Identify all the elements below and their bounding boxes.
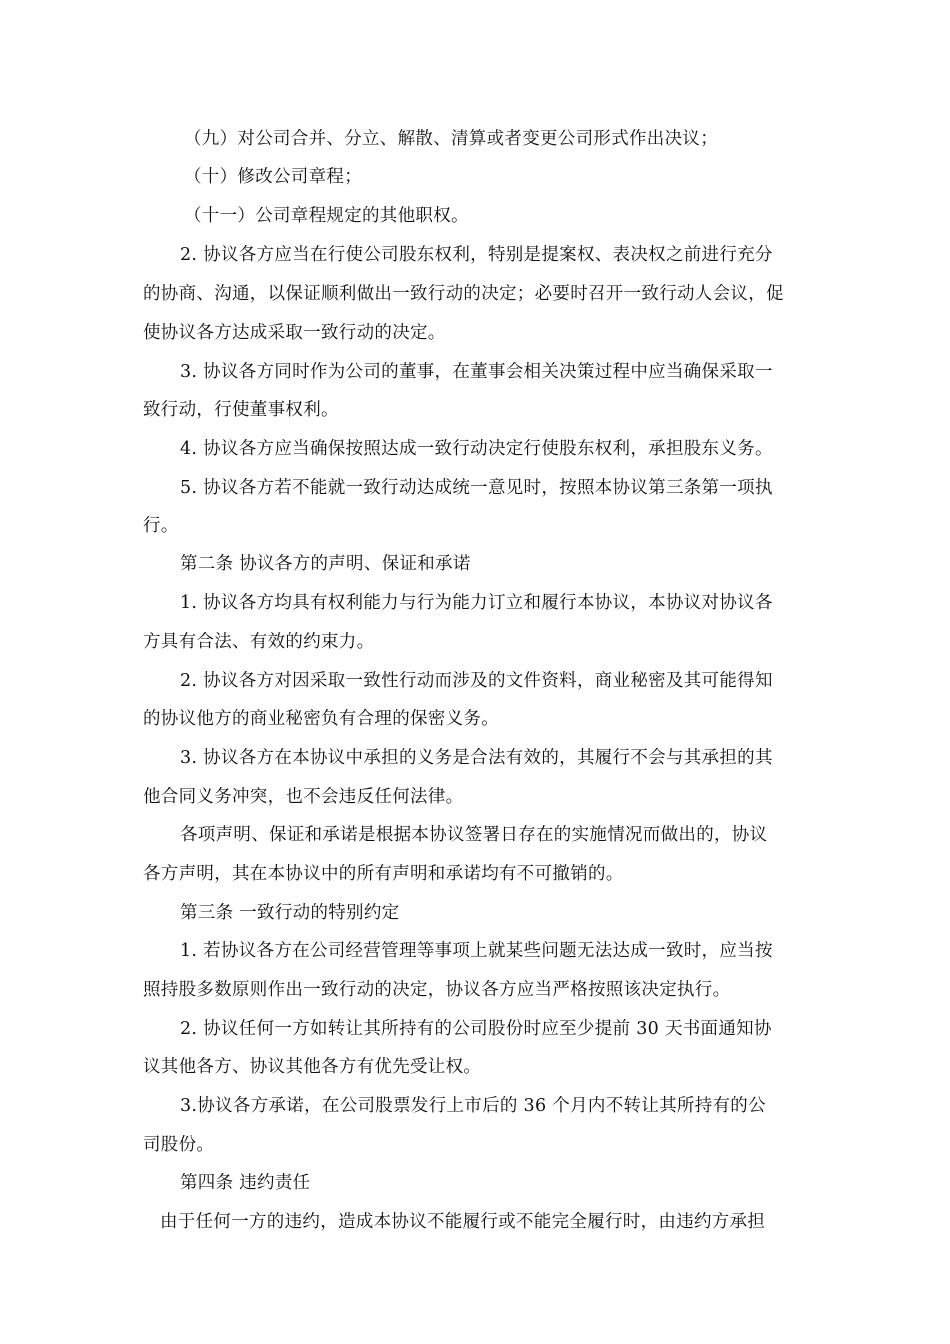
clause-item-9: （九）对公司合并、分立、解散、清算或者变更公司形式作出决议； xyxy=(184,129,718,149)
paragraph-line: 的协议他方的商业秘密负有合理的保密义务。 xyxy=(143,709,499,729)
paragraph-line: 的协商、沟通，以保证顺利做出一致行动的决定；必要时召开一致行动人会议，促 xyxy=(143,284,784,304)
section-heading-3: 第三条 一致行动的特别约定 xyxy=(180,903,400,923)
paragraph-line: 由于任何一方的违约，造成本协议不能履行或不能完全履行时，由违约方承担 xyxy=(160,1212,766,1232)
section-heading-4: 第四条 违约责任 xyxy=(180,1173,311,1193)
paragraph-line: 各项声明、保证和承诺是根据本协议签署日存在的实施情况而做出的，协议 xyxy=(180,825,768,845)
paragraph-line: 1. 若协议各方在公司经营管理等事项上就某些问题无法达成一致时，应当按 xyxy=(180,941,773,961)
paragraph-line: 照持股多数原则作出一致行动的决定，协议各方应当严格按照该决定执行。 xyxy=(143,980,731,1000)
paragraph-line: 司股份。 xyxy=(143,1135,215,1155)
clause-item-11: （十一）公司章程规定的其他职权。 xyxy=(184,206,469,226)
paragraph-line: 5. 协议各方若不能就一致行动达成统一意见时，按照本协议第三条第一项执 xyxy=(180,478,773,498)
paragraph-line: 议其他各方、协议其他各方有优先受让权。 xyxy=(143,1057,482,1077)
paragraph-line: 方具有合法、有效的约束力。 xyxy=(143,632,375,652)
paragraph-line: 他合同义务冲突，也不会违反任何法律。 xyxy=(143,787,464,807)
paragraph-line: 各方声明，其在本协议中的所有声明和承诺均有不可撤销的。 xyxy=(143,864,624,884)
paragraph-line: 2. 协议各方对因采取一致性行动而涉及的文件资料，商业秘密及其可能得知 xyxy=(180,671,773,691)
clause-item-10: （十）修改公司章程； xyxy=(184,167,362,187)
paragraph-line: 使协议各方达成采取一致行动的决定。 xyxy=(143,323,446,343)
paragraph-line: 4. 协议各方应当确保按照达成一致行动决定行使股东权利，承担股东义务。 xyxy=(180,439,773,459)
paragraph-line: 行。 xyxy=(143,516,179,536)
paragraph-line: 致行动，行使董事权利。 xyxy=(143,400,339,420)
paragraph-line: 2. 协议任何一方如转让其所持有的公司股份时应至少提前 30 天书面通知协 xyxy=(180,1019,772,1039)
paragraph-line: 3. 协议各方同时作为公司的董事，在董事会相关决策过程中应当确保采取一 xyxy=(180,362,773,382)
paragraph-line: 3. 协议各方在本协议中承担的义务是合法有效的，其履行不会与其承担的其 xyxy=(180,748,773,768)
paragraph-line: 2. 协议各方应当在行使公司股东权利，特别是提案权、表决权之前进行充分 xyxy=(180,245,773,265)
paragraph-line: 1. 协议各方均具有权利能力与行为能力订立和履行本协议，本协议对协议各 xyxy=(180,593,773,613)
section-heading-2: 第二条 协议各方的声明、保证和承诺 xyxy=(180,554,471,574)
paragraph-line: 3.协议各方承诺，在公司股票发行上市后的 36 个月内不转让其所持有的公 xyxy=(180,1096,766,1116)
